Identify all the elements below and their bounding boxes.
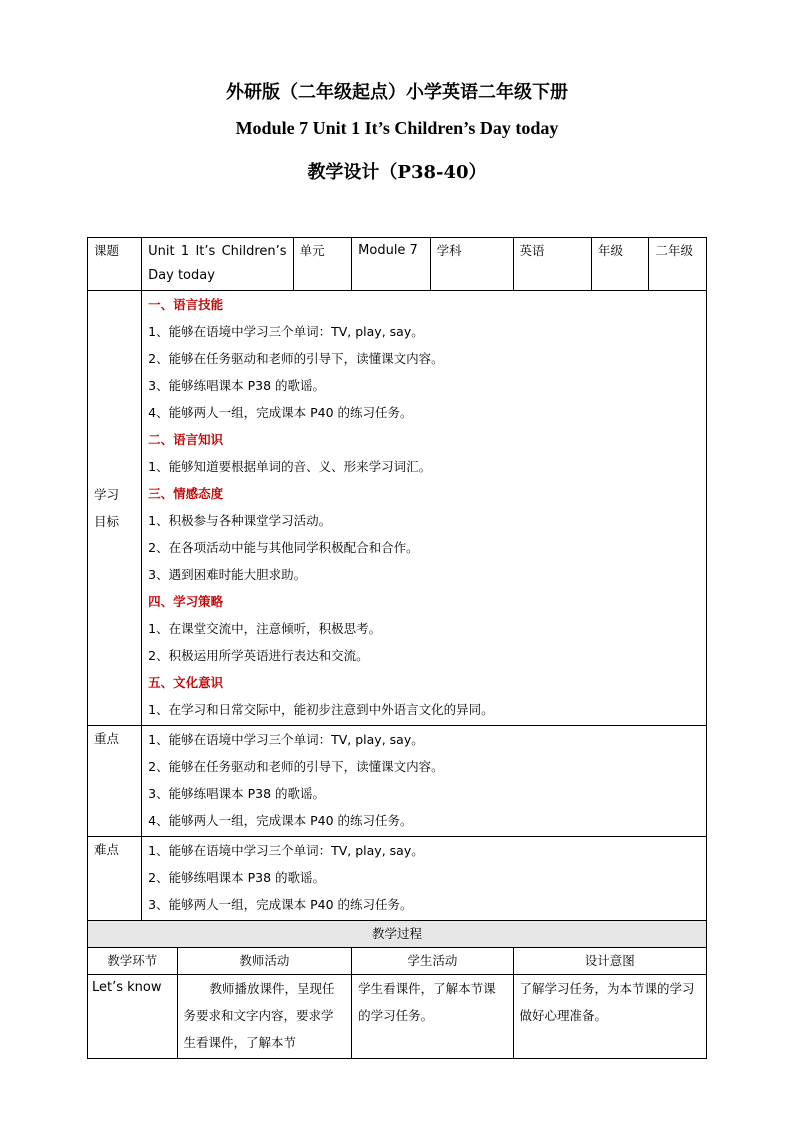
difficult-points-label: 难点 [88,837,142,921]
key-points-row [88,726,707,837]
difficult-point-item: 3、能够两人一组，完成课本 P40 的练习任务。 [148,897,413,912]
section-title: 四、学习策略 [148,594,224,609]
grade-value: 二年级 [649,238,707,291]
objective-item: 2、能够在任务驱动和老师的引导下，读懂课文内容。 [148,351,444,366]
objectives-label [88,291,142,726]
section-title: 三、情感态度 [148,486,224,501]
process-header-row [88,948,707,975]
key-point-item: 2、能够在任务驱动和老师的引导下，读懂课文内容。 [148,759,444,774]
difficult-point-item: 2、能够练唱课本 P38 的歌谣。 [148,870,326,885]
design-intent-cell [513,975,707,1059]
header-intent: 设计意图 [513,948,707,975]
process-title: 教学过程 [88,921,707,948]
key-point-item: 4、能够两人一组，完成课本 P40 的练习任务。 [148,813,413,828]
lesson-title: Module 7 Unit 1 It’s Children’s Day today [235,118,559,138]
objective-item: 1、能够知道要根据单词的音、义、形来学习词汇。 [148,459,432,474]
key-point-item: 3、能够练唱课本 P38 的歌谣。 [148,786,326,801]
topic-value: Unit 1 It’s Children’s Day today [142,238,293,291]
process-row [88,975,707,1059]
header-student: 学生活动 [352,948,513,975]
teacher-activity-cell [177,975,352,1059]
header-stage: 教学环节 [88,948,178,975]
document-title: 外研版（二年级起点）小学英语二年级下册 [226,82,568,103]
teacher-activity-text: 教师播放课件，呈现任务要求和文字内容，要求学生看课件，了解本节 [183,981,335,1050]
objective-item: 1、在学习和日常交际中，能初步注意到中外语言文化的异同。 [148,702,494,717]
objective-item: 3、遇到困难时能大胆求助。 [148,567,307,582]
objective-item: 1、能够在语境中学习三个单词：TV, play, say。 [148,324,424,339]
objectives-content [142,291,707,726]
student-activity-cell [352,975,513,1059]
subject-value: 英语 [513,238,591,291]
difficult-point-item: 1、能够在语境中学习三个单词：TV, play, say。 [148,843,424,858]
stage-cell: Let’s know [88,975,178,1059]
objective-item: 1、积极参与各种课堂学习活动。 [148,513,332,528]
key-point-item: 1、能够在语境中学习三个单词：TV, play, say。 [148,732,424,747]
objective-item: 2、积极运用所学英语进行表达和交流。 [148,648,369,663]
objectives-label-text: 学习目标 [94,487,120,529]
unit-label: 单元 [293,238,352,291]
process-title-row [88,921,707,948]
student-activity-text: 学生看课件，了解本节课的学习任务。 [358,981,496,1023]
unit-value: Module 7 [352,238,430,291]
section-title: 五、文化意识 [148,675,224,690]
section-title: 一、语言技能 [148,297,224,312]
design-subtitle: 教学设计（P38-40） [307,162,487,183]
design-intent-text: 了解学习任务，为本节课的学习做好心理准备。 [519,981,695,1023]
lesson-plan-table [87,237,707,1059]
objective-item: 4、能够两人一组，完成课本 P40 的练习任务。 [148,405,413,420]
header-teacher: 教师活动 [177,948,352,975]
objective-item: 1、在课堂交流中，注意倾听，积极思考。 [148,621,382,636]
objectives-row [88,291,707,726]
difficult-points-row [88,837,707,921]
topic-label: 课题 [88,238,142,291]
difficult-points-content [142,837,707,921]
objective-item: 2、在各项活动中能与其他同学积极配合和合作。 [148,540,419,555]
info-row [88,238,707,291]
key-points-content [142,726,707,837]
objective-item: 3、能够练唱课本 P38 的歌谣。 [148,378,326,393]
section-title: 二、语言知识 [148,432,224,447]
subject-label: 学科 [430,238,513,291]
grade-label: 年级 [591,238,648,291]
key-points-label: 重点 [88,726,142,837]
